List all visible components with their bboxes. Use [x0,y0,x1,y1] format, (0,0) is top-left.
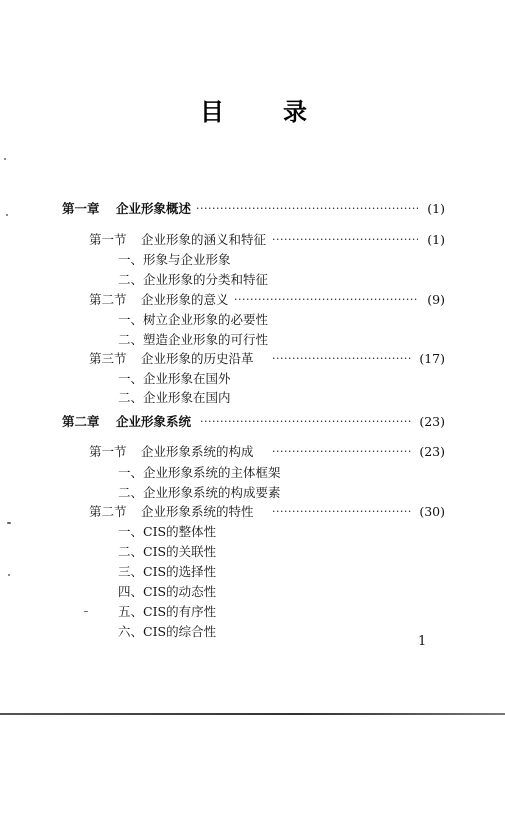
title-char-2: 录 [283,98,307,126]
toc-subsection[interactable] [118,250,231,270]
toc-subsection[interactable] [118,582,216,602]
toc-section[interactable] [89,230,266,250]
leader-dots [272,349,412,369]
page-ref: (17) [419,351,445,366]
section-title: 企业形象系统的特性 [141,504,254,519]
toc-subsection[interactable] [118,369,231,389]
subsection-title: 五、CIS的有序性 [118,604,217,619]
toc-subsection[interactable] [118,388,231,408]
leader-dots [272,230,418,250]
leader-dots [272,442,412,462]
page-ref: (1) [427,201,445,216]
section-title: 企业形象系统的构成 [141,444,254,459]
toc-subsection[interactable] [118,602,216,622]
bottom-rule [0,713,505,715]
subsection-title: 一、树立企业形象的必要性 [118,312,269,327]
leader-dots [200,412,412,432]
leader-dots [234,290,418,310]
leader-dots [272,502,412,522]
subsection-title: 一、企业形象系统的主体框架 [118,465,281,480]
subsection-title: 二、企业形象的分类和特征 [118,272,269,287]
subsection-title: 四、CIS的动态性 [118,584,217,599]
page-ref: (23) [419,444,445,459]
chapter-label: 第一章 [62,201,100,216]
title-char-1: 目 [200,98,224,126]
subsection-title: 一、CIS的整体性 [118,524,217,539]
toc-subsection[interactable] [118,310,268,330]
subsection-title: 一、企业形象在国外 [118,371,231,386]
scan-speck [4,158,6,160]
scan-speck [8,574,10,576]
section-title: 企业形象的历史沿革 [141,351,254,366]
toc-subsection[interactable] [118,542,216,562]
scan-speck [84,611,88,612]
section-label: 第一节 [89,444,127,459]
subsection-title: 二、企业形象系统的构成要素 [118,485,281,500]
toc-subsection[interactable] [118,463,281,483]
page-ref: (23) [419,414,445,429]
toc-chapter-1[interactable] [62,199,191,219]
section-label: 第三节 [89,351,127,366]
toc-subsection[interactable] [118,270,268,290]
scan-speck [7,522,11,524]
section-title: 企业形象的涵义和特征 [141,232,267,247]
toc-subsection[interactable] [118,522,216,542]
section-label: 第二节 [89,504,127,519]
section-label: 第二节 [89,292,127,307]
chapter-label: 第二章 [62,414,100,429]
section-label: 第一节 [89,232,127,247]
page-ref: (1) [427,232,445,247]
subsection-title: 二、CIS的关联性 [118,544,217,559]
toc-subsection[interactable] [118,562,216,582]
toc-subsection[interactable] [118,483,281,503]
toc-subsection[interactable] [118,622,216,642]
page-number: 1 [418,634,427,649]
chapter-title: 企业形象系统 [116,414,192,429]
subsection-title: 二、企业形象在国内 [118,390,231,405]
subsection-title: 六、CIS的综合性 [118,624,217,639]
subsection-title: 一、形象与企业形象 [118,252,231,267]
toc-section[interactable] [89,290,229,310]
toc-chapter-2[interactable] [62,412,191,432]
toc-subsection[interactable] [118,330,268,350]
subsection-title: 三、CIS的选择性 [118,564,217,579]
page-ref: (30) [419,504,445,519]
subsection-title: 二、塑造企业形象的可行性 [118,332,269,347]
toc-section[interactable] [89,502,254,522]
leader-dots [196,199,418,219]
section-title: 企业形象的意义 [141,292,229,307]
scan-speck [6,214,8,216]
page-ref: (9) [427,292,445,307]
chapter-title: 企业形象概述 [116,201,192,216]
toc-section[interactable] [89,349,254,369]
toc-section[interactable] [89,442,254,462]
